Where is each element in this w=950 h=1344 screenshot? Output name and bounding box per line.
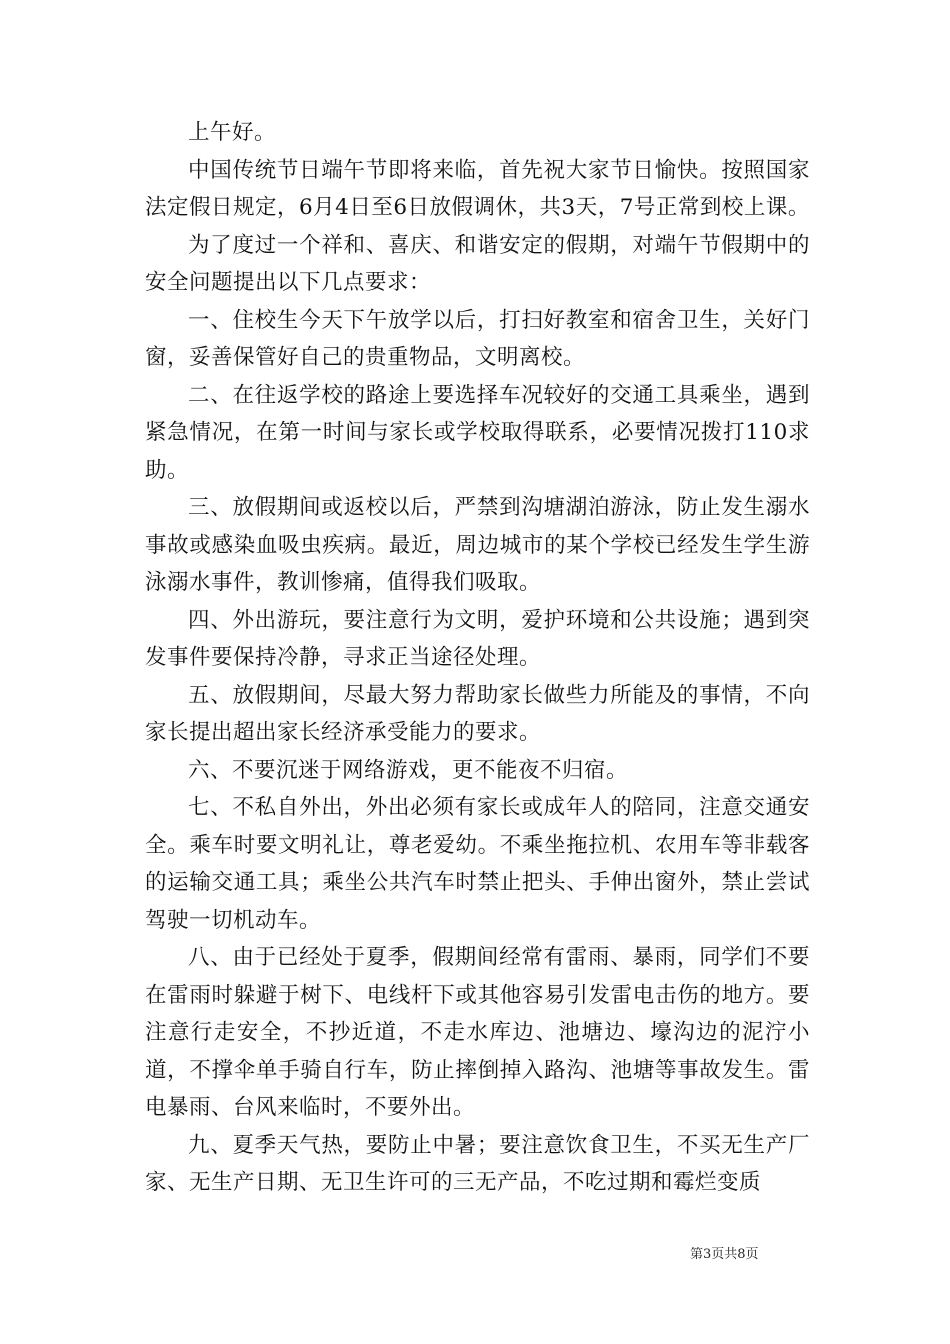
paragraph-holiday-notice: 中国传统节日端午节即将来临，首先祝大家节日愉快。按照国家法定假日规定，6月4日至6日放假调休，共3天，7号正常到校上课。 — [145, 157, 810, 220]
page-number-footer: 第3页共8页 — [690, 1247, 759, 1262]
paragraph-item-8: 八、由于已经处于夏季，假期间经常有雷雨、暴雨，同学们不要在雷雨时躲避于树下、电线杆下或其他容易引发雷电击伤的地方。要注意行走安全，不抄近道，不走水库边、池塘边、壕沟边的泥泞小道，不撑伞单手骑自行车，防止摔倒掉入路沟、池塘等事故发生。雷电暴雨、台风来临时，不要外出。 — [145, 945, 810, 1120]
paragraph-greeting: 上午好。 — [188, 120, 277, 145]
document-body — [145, 114, 810, 1202]
paragraph-item-4: 四、外出游玩，要注意行为文明，爱护环境和公共设施；遇到突发事件要保持冷静，寻求正当途径处理。 — [145, 607, 810, 670]
paragraph-item-1: 一、住校生今天下午放学以后，打扫好教室和宿舍卫生，关好门窗，妥善保管好自己的贵重物品，文明离校。 — [145, 307, 810, 370]
paragraph-item-2: 二、在往返学校的路途上要选择车况较好的交通工具乘坐，遇到紧急情况，在第一时间与家长或学校取得联系，必要情况拨打110求助。 — [145, 382, 810, 483]
paragraph-item-5: 五、放假期间，尽最大努力帮助家长做些力所能及的事情，不向家长提出超出家长经济承受能力的要求。 — [145, 682, 810, 745]
paragraph-item-3: 三、放假期间或返校以后，严禁到沟塘湖泊游泳，防止发生溺水事故或感染血吸虫疾病。最近，周边城市的某个学校已经发生学生游泳溺水事件，教训惨痛，值得我们吸取。 — [145, 495, 810, 595]
paragraph-item-7: 七、不私自外出，外出必须有家长或成年人的陪同，注意交通安全。乘车时要文明礼让，尊老爱幼。不乘坐拖拉机、农用车等非载客的运输交通工具；乘坐公共汽车时禁止把头、手伸出窗外，禁止尝试驾驶一切机动车。 — [145, 795, 810, 933]
paragraph-item-6: 六、不要沉迷于网络游戏，更不能夜不归宿。 — [188, 757, 629, 783]
paragraph-requirements-intro: 为了度过一个祥和、喜庆、和谐安定的假期，对端午节假期中的安全问题提出以下几点要求： — [145, 232, 810, 295]
paragraph-item-9: 九、夏季天气热，要防止中暑；要注意饮食卫生，不买无生产厂家、无生产日期、无卫生许可的三无产品，不吃过期和霉烂变质 — [145, 1132, 810, 1195]
